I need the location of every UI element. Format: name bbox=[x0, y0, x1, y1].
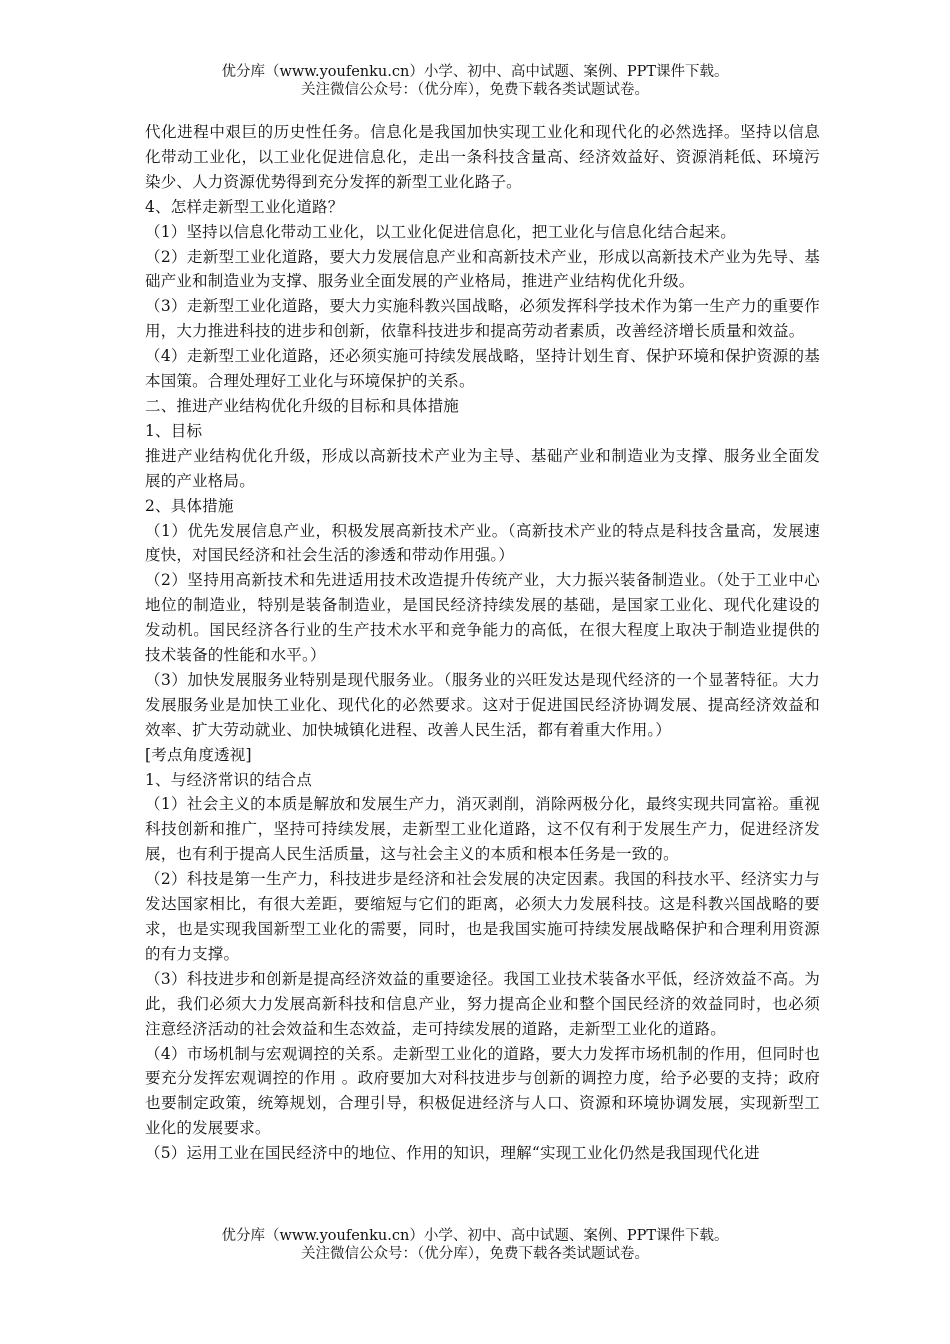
paragraph: （4）市场机制与宏观调控的关系。走新型工业化的道路，要大力发挥市场机制的作用，但同时也要充分发挥宏观调控的作用 。政府要加大对科技进步与创新的调控力度，给予必要的支持；政府也要制定政策，统筹规划，合理引导，积极促进经济与人口、资源和环境协调发展，实现新型工业化的发展要求。 bbox=[145, 1044, 820, 1138]
paragraph: （1）优先发展信息产业，积极发展高新技术产业。（高新技术产业的特点是科技含量高，发展速度快，对国民经济和社会生活的渗透和带动作用强。） bbox=[145, 521, 820, 565]
paragraph: （3）走新型工业化道路，要大力实施科教兴国战略，必须发挥科学技术作为第一生产力的重要作用，大力推进科技的进步和创新，依靠科技进步和提高劳动者素质，改善经济增长质量和效益。 bbox=[145, 297, 820, 341]
paragraph: （1）社会主义的本质是解放和发展生产力，消灭剥削，消除两极分化，最终实现共同富裕。重视科技创新和推广，坚持可持续发展，走新型工业化道路，这不仅有利于发展生产力，促进经济发展，也有利于提高人民生活质量，这与社会主义的本质和根本任务是一致的。 bbox=[145, 795, 820, 864]
section-heading: 二、推进产业结构优化升级的目标和具体措施 bbox=[145, 396, 460, 415]
subsection-heading: 2、具体措施 bbox=[145, 496, 234, 515]
page-header bbox=[0, 63, 950, 99]
header-line-1: 优分库（www.youfenku.cn）小学、初中、高中试题、案例、PPT课件下载。 bbox=[221, 64, 729, 80]
paragraph: （2）坚持用高新技术和先进适用技术改造提升传统产业，大力振兴装备制造业。（处于工业中心地位的制造业，特别是装备制造业，是国民经济持续发展的基础，是国家工业化、现代化建设的发动机。国民经济各行业的生产技术水平和竞争能力的高低，在很大程度上取决于制造业提供的技术装备的性能和水平。） bbox=[145, 571, 820, 665]
paragraph: （4）走新型工业化道路，还必须实施可持续发展战略，坚持计划生育、保护环境和保护资源的基本国策。合理处理好工业化与环境保护的关系。 bbox=[145, 347, 820, 391]
paragraph: 推进产业结构优化升级，形成以高新技术产业为主导、基础产业和制造业为支撑、服务业全面发展的产业格局。 bbox=[145, 446, 820, 490]
paragraph: 代化进程中艰巨的历史性任务。信息化是我国加快实现工业化和现代化的必然选择。坚持以信息化带动工业化，以工业化促进信息化，走出一条科技含量高、经济效益好、资源消耗低、环境污染少、人力资源优势得到充分发挥的新型工业化路子。 bbox=[145, 123, 820, 191]
header-line-2: 关注微信公众号：（优分库），免费下载各类试题试卷。 bbox=[301, 82, 649, 98]
subsection-heading: 1、目标 bbox=[145, 421, 203, 440]
page-footer bbox=[0, 1227, 950, 1263]
question-heading: 4、怎样走新型工业化道路？ bbox=[145, 197, 344, 216]
document-body bbox=[145, 120, 820, 1166]
paragraph: （2）科技是第一生产力，科技进步是经济和社会发展的决定因素。我国的科技水平、经济实力与发达国家相比，有很大差距，要缩短与它们的距离，必须大力发展科技。这是科教兴国战略的要求，也是实现我国新型工业化的需要，同时，也是我国实施可持续发展战略保护和合理利用资源的有力支撑。 bbox=[145, 870, 820, 963]
subsection-heading: 1、与经济常识的结合点 bbox=[145, 770, 313, 789]
paragraph: （3）加快发展服务业特别是现代服务业。（服务业的兴旺发达是现代经济的一个显著特征。大力发展服务业是加快工业化、现代化的必然要求。这对于促进国民经济协调发展、提高经济效益和效率、扩大劳动就业、加快城镇化进程、改善人民生活，都有着重大作用。） bbox=[145, 670, 820, 739]
paragraph: （3）科技进步和创新是提高经济效益的重要途径。我国工业技术装备水平低，经济效益不高。为此，我们必须大力发展高新科技和信息产业，努力提高企业和整个国民经济的效益同时，也必须注意经济活动的社会效益和生态效益，走可持续发展的道路，走新型工业化的道路。 bbox=[145, 969, 820, 1038]
paragraph: （5）运用工业在国民经济中的地位、作用的知识，理解“实现工业化仍然是我国现代化进 bbox=[145, 1144, 760, 1163]
section-heading: [考点角度透视] bbox=[145, 745, 252, 764]
footer-line-2: 关注微信公众号：（优分库），免费下载各类试题试卷。 bbox=[301, 1246, 649, 1262]
paragraph: （1）坚持以信息化带动工业化，以工业化促进信息化，把工业化与信息化结合起来。 bbox=[145, 222, 736, 241]
paragraph: （2）走新型工业化道路，要大力发展信息产业和高新技术产业，形成以高新技术产业为先导、基础产业和制造业为支撑、服务业全面发展的产业格局，推进产业结构优化升级。 bbox=[145, 247, 820, 291]
footer-line-1: 优分库（www.youfenku.cn）小学、初中、高中试题、案例、PPT课件下载。 bbox=[221, 1228, 729, 1244]
